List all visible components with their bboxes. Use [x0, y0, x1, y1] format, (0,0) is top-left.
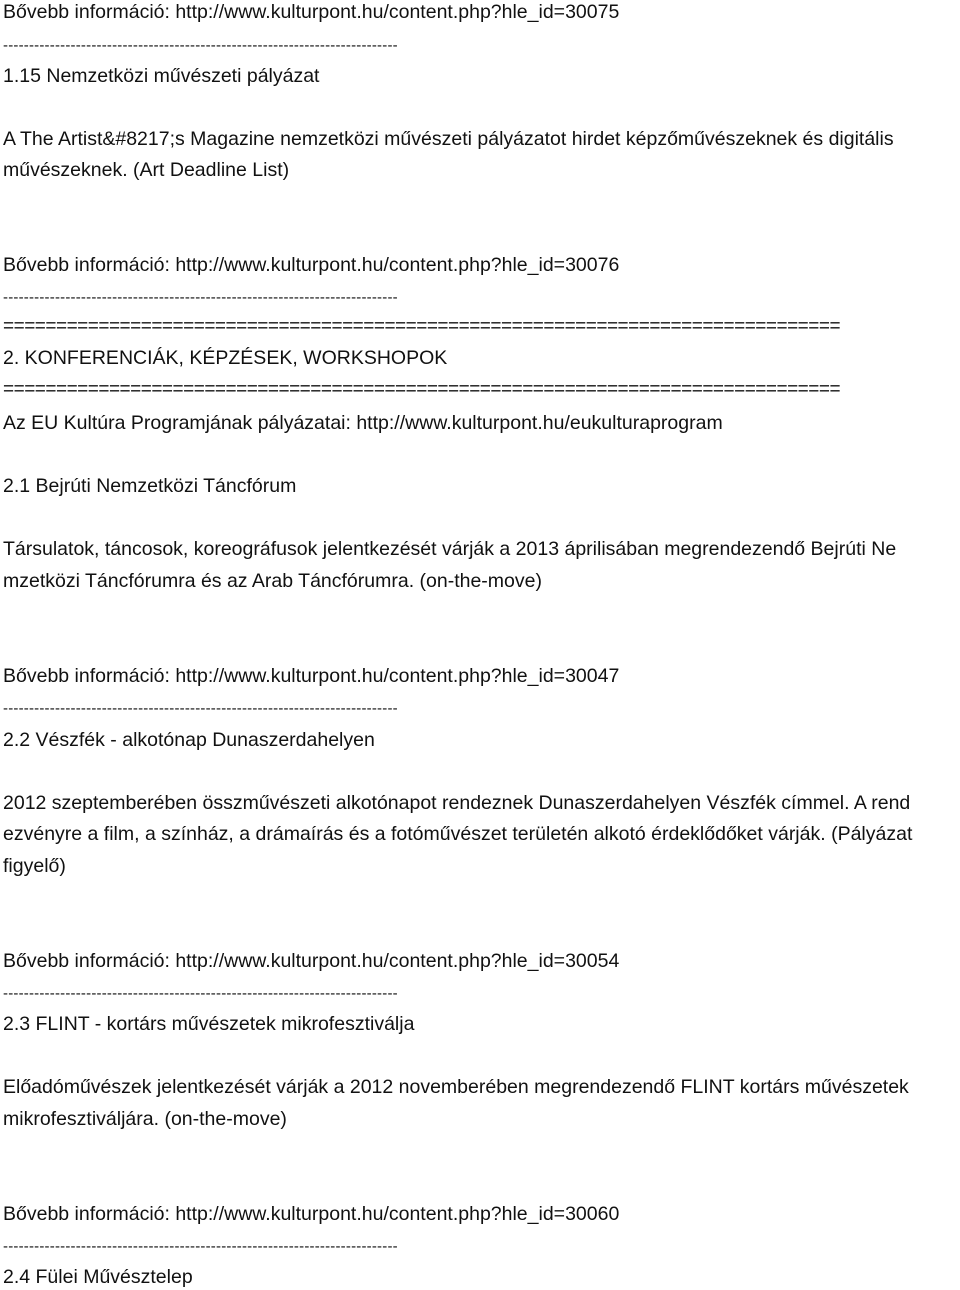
more-info-line: Bővebb információ: http://www.kulturpont.hu/content.php?hle_id=30054 [3, 950, 620, 972]
section-title: 2.4 Fülei Művésztelep [3, 1266, 193, 1288]
more-info-line: Bővebb információ: http://www.kulturpont.hu/content.php?hle_id=30076 [3, 254, 620, 276]
dashed-separator: ---------------------------------------------------------------------------- [3, 37, 398, 54]
program-link-line: Az EU Kultúra Programjának pályázatai: http://www.kulturpont.hu/eukulturaprogram [3, 412, 723, 434]
paragraph-line: művészeknek. (Art Deadline List) [3, 159, 290, 181]
paragraph-line: mikrofesztiváljára. (on-the-move) [3, 1108, 287, 1130]
dashed-separator: ---------------------------------------------------------------------------- [3, 1238, 398, 1255]
paragraph-line: figyelő) [3, 855, 66, 877]
dashed-separator: ---------------------------------------------------------------------------- [3, 985, 398, 1002]
paragraph-line: mzetközi Táncfórumra és az Arab Táncfórumra. (on-the-move) [3, 570, 542, 592]
section-title: 2.1 Bejrúti Nemzetközi Táncfórum [3, 475, 297, 497]
section-title: 1.15 Nemzetközi művészeti pályázat [3, 65, 320, 87]
more-info-line: Bővebb információ: http://www.kulturpont.hu/content.php?hle_id=30060 [3, 1203, 620, 1225]
dashed-separator: ---------------------------------------------------------------------------- [3, 700, 398, 717]
more-info-line: Bővebb információ: http://www.kulturpont.hu/content.php?hle_id=30047 [3, 665, 620, 687]
chapter-heading: 2. KONFERENCIÁK, KÉPZÉSEK, WORKSHOPOK [3, 347, 448, 369]
paragraph-line: Társulatok, táncosok, koreográfusok jelentkezését várják a 2013 áprilisában megrendezendő Bejrúti Ne [3, 538, 897, 560]
paragraph-line: 2012 szeptemberében összművészeti alkotónapot rendeznek Dunaszerdahelyen Vészfék címmel. A rend [3, 792, 911, 814]
more-info-line: Bővebb információ: http://www.kulturpont.hu/content.php?hle_id=30075 [3, 1, 620, 23]
section-title: 2.3 FLINT - kortárs művészetek mikrofesztiválja [3, 1013, 415, 1035]
paragraph-line: ezvényre a film, a színház, a drámaírás és a fotóművészet területén alkotó érdeklődőket várják. (Pályázat [3, 823, 913, 845]
section-title: 2.2 Vészfék - alkotónap Dunaszerdahelyen [3, 729, 375, 751]
paragraph-line: Előadóművészek jelentkezését várják a 2012 novemberében megrendezendő FLINT kortárs művészetek [3, 1076, 909, 1098]
double-separator: =============================================================================== [3, 379, 841, 400]
paragraph-line: A The Artist&#8217;s Magazine nemzetközi művészeti pályázatot hirdet képzőművészeknek és digitális [3, 128, 894, 150]
double-separator: =============================================================================== [3, 316, 841, 337]
dashed-separator: ---------------------------------------------------------------------------- [3, 289, 398, 306]
